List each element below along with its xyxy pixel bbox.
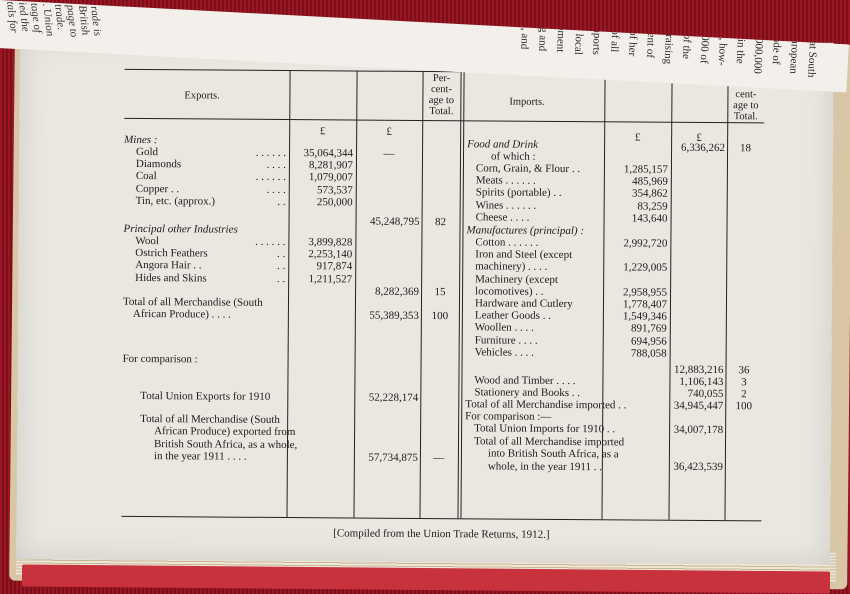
dot-leader: . . bbox=[276, 260, 286, 273]
dot-leader: . . . . bbox=[266, 159, 286, 172]
previous-page-line: tals for bbox=[4, 0, 20, 34]
industry-value: 2,253,140 bbox=[308, 248, 353, 261]
mine-value: 1,079,007 bbox=[308, 171, 353, 184]
source-note: [Compiled from the Union Trade Returns, 1912.] bbox=[333, 527, 550, 541]
manufacture-label: Hardware and Cutlery bbox=[474, 297, 573, 311]
industries-percent: 15 bbox=[434, 286, 446, 299]
stationery-percent: 2 bbox=[741, 388, 747, 401]
mines-total: 45,248,795 bbox=[370, 215, 420, 228]
industry-label: Ostrich Feathers bbox=[135, 247, 208, 260]
bsa-exports-dash: — bbox=[433, 452, 445, 465]
dot-leader: . . . . . . bbox=[255, 146, 287, 160]
book-page bbox=[16, 37, 834, 565]
dot-leader: . . bbox=[276, 272, 286, 285]
food-percent: 18 bbox=[740, 142, 752, 155]
bsa-exports-label: Total of all Merchandise (South African Produce) exported from British South Africa, as a whole, in the year 1911 . . . . bbox=[140, 413, 298, 463]
food-item-value: 143,640 bbox=[631, 212, 668, 225]
manufacture-value: 1,778,407 bbox=[622, 298, 668, 311]
wood-value: 1,106,143 bbox=[679, 375, 724, 389]
previous-page-line: . Union bbox=[40, 2, 56, 37]
previous-page-line: ce, how- bbox=[715, 27, 730, 67]
manufactures-total: 12,883,216 bbox=[673, 363, 724, 377]
all-imports-percent: 100 bbox=[735, 400, 753, 413]
food-item-value: 83,259 bbox=[637, 200, 668, 213]
manufacture-label: Vehicles . . . . bbox=[474, 346, 534, 359]
previous-page-line: British bbox=[75, 4, 92, 36]
previous-page-line: ts in the bbox=[733, 28, 748, 64]
industry-label: Hides and Skins bbox=[135, 271, 207, 285]
mines-percent: 82 bbox=[435, 216, 447, 229]
union-1910-label: Total Union Exports for 1910 bbox=[140, 390, 271, 403]
bsa-imports-value: 36,423,539 bbox=[673, 460, 723, 474]
manufacture-value: 1,229,005 bbox=[623, 261, 668, 275]
previous-page-line: s of all bbox=[608, 21, 622, 53]
food-item-value: 485,969 bbox=[632, 175, 668, 188]
dot-leader: . . . . . . bbox=[255, 235, 286, 249]
previous-page-line: tage of bbox=[28, 2, 44, 34]
previous-page-line: European bbox=[787, 31, 802, 75]
manufacture-value: 1,549,346 bbox=[622, 310, 667, 323]
manufacture-value: 891,769 bbox=[631, 322, 667, 336]
merchandise-total: 55,389,353 bbox=[369, 309, 419, 322]
previous-page-line: k-raising bbox=[661, 24, 676, 65]
manufacture-value: 694,956 bbox=[630, 335, 667, 348]
pound-sign: £ bbox=[319, 125, 326, 138]
manufacture-value: 788,058 bbox=[630, 347, 667, 360]
pound-sign: £ bbox=[696, 131, 702, 144]
food-item-label: Cheese . . . . bbox=[475, 211, 530, 224]
mine-label: Coal bbox=[135, 170, 157, 183]
union-imports-1910-value: 34,007,178 bbox=[673, 423, 724, 437]
food-item-value: 354,862 bbox=[631, 187, 668, 201]
stationery-label: Stationery and Books . . bbox=[474, 386, 581, 400]
previous-page-line: rade is bbox=[87, 5, 104, 37]
manufacture-label: Woollen . . . . bbox=[474, 321, 534, 335]
previous-page-line: ils, and bbox=[518, 17, 532, 50]
gold-dash: — bbox=[383, 147, 395, 160]
previous-page-line: ment of bbox=[643, 23, 658, 59]
previous-page-line: ied the bbox=[16, 1, 32, 33]
pound-sign: £ bbox=[386, 125, 392, 138]
manufacture-value: 2,992,720 bbox=[623, 237, 668, 250]
bsa-exports-value: 57,734,875 bbox=[368, 451, 418, 464]
previous-page-line: 0,000 of bbox=[697, 26, 712, 64]
union-imports-1910-label: Total Union Imports for 1910 . . bbox=[474, 422, 616, 436]
dot-leader: . . bbox=[277, 195, 286, 208]
manufactures-percent: 36 bbox=[738, 364, 750, 377]
manufacture-label: Iron and Steel (except bbox=[475, 248, 573, 262]
previous-page-line: s of her bbox=[625, 22, 640, 57]
manufacture-label: locomotives) . . bbox=[475, 285, 544, 298]
import-comparison-label: For comparison :— bbox=[465, 410, 552, 423]
manufacture-label: Furniture . . . . bbox=[474, 333, 538, 347]
dot-leader: . . bbox=[277, 248, 286, 261]
previous-page-line: ing and bbox=[536, 18, 550, 52]
industry-label: Angora Hair . . bbox=[135, 259, 202, 272]
mine-value: 35,064,344 bbox=[303, 147, 354, 160]
manufacture-label: Leather Goods . . bbox=[474, 309, 552, 323]
union-1910-value: 52,228,174 bbox=[368, 391, 419, 404]
wood-percent: 3 bbox=[741, 376, 747, 389]
manufacture-label: machinery) . . . . bbox=[475, 260, 548, 274]
food-item-label: Corn, Grain, & Flour . . bbox=[475, 162, 581, 176]
mine-value: 250,000 bbox=[316, 196, 353, 209]
mine-value: 573,537 bbox=[316, 183, 353, 197]
mine-label: Gold bbox=[135, 145, 159, 159]
import-percent-header: cent- age to Total. bbox=[733, 89, 759, 123]
mine-label: Diamonds bbox=[135, 158, 182, 171]
wood-label: Wood and Timber . . . . bbox=[474, 374, 576, 388]
previous-page-line: that South bbox=[805, 32, 820, 78]
mine-label: Copper . . bbox=[135, 182, 180, 195]
industry-label: Wool bbox=[135, 234, 160, 248]
previous-page-line: 0,000,000 bbox=[751, 29, 766, 75]
industry-value: 917,874 bbox=[316, 260, 353, 273]
previous-page-line: imports bbox=[589, 20, 604, 56]
food-heading: Food and Drink bbox=[467, 138, 539, 151]
all-imports-label: Total of all Merchandise imported . . bbox=[465, 398, 627, 412]
of-which-label: of which : bbox=[490, 150, 536, 163]
previous-page-left-text bbox=[0, 0, 120, 54]
manufactures-heading: Manufactures (principal) : bbox=[466, 224, 585, 238]
imports-header: Imports. bbox=[509, 96, 545, 108]
food-item-label: Wines . . . . . . bbox=[475, 198, 537, 212]
dot-leader: . . . . . . bbox=[255, 171, 286, 184]
trade-table bbox=[121, 56, 764, 540]
industries-total: 8,282,369 bbox=[375, 285, 420, 298]
exports-header: Exports. bbox=[184, 90, 220, 102]
bottom-rule bbox=[121, 516, 761, 521]
mines-heading: Mines : bbox=[124, 133, 158, 147]
previous-page-line: page to bbox=[63, 3, 80, 38]
manufacture-label: Machinery (except bbox=[475, 272, 558, 286]
header-rule bbox=[124, 118, 764, 123]
all-imports-value: 34,945,447 bbox=[673, 399, 724, 413]
merchandise-label-2: African Produce) . . . . bbox=[132, 307, 232, 321]
dot-leader: . . . . bbox=[266, 183, 286, 196]
bsa-imports-label: Total of all Merchandise imported into British South Africa, as a whole, in the year 1911 . . bbox=[473, 435, 625, 474]
industries-heading: Principal other Industries bbox=[123, 222, 238, 236]
previous-page-line: trade of bbox=[769, 30, 784, 65]
food-item-value: 1,285,157 bbox=[623, 163, 668, 176]
mine-label: Tin, etc. (approx.) bbox=[135, 194, 216, 208]
comparison-label: For comparison : bbox=[122, 352, 198, 366]
previous-page-line: opment bbox=[554, 19, 568, 53]
food-total: 6,336,262 bbox=[681, 141, 726, 155]
export-percent-header: Per- cent- age to Total. bbox=[428, 73, 455, 118]
stationery-value: 740,055 bbox=[687, 387, 724, 401]
industry-value: 1,211,527 bbox=[308, 272, 353, 286]
mine-value: 8,281,907 bbox=[308, 159, 353, 172]
manufacture-value: 2,958,955 bbox=[623, 286, 668, 299]
industry-value: 3,899,828 bbox=[308, 236, 353, 249]
previous-page-line: trade. bbox=[52, 3, 68, 31]
previous-page-line: e of the bbox=[679, 25, 694, 60]
merchandise-percent: 100 bbox=[431, 310, 449, 323]
food-item-label: Meats . . . . . . bbox=[475, 174, 536, 187]
previous-page-line: he local bbox=[571, 20, 586, 56]
pound-sign: £ bbox=[634, 131, 641, 144]
merchandise-label-1: Total of all Merchandise (South bbox=[122, 295, 263, 309]
manufacture-label: Cotton . . . . . . bbox=[475, 236, 539, 249]
food-item-label: Spirits (portable) . . bbox=[475, 186, 562, 200]
